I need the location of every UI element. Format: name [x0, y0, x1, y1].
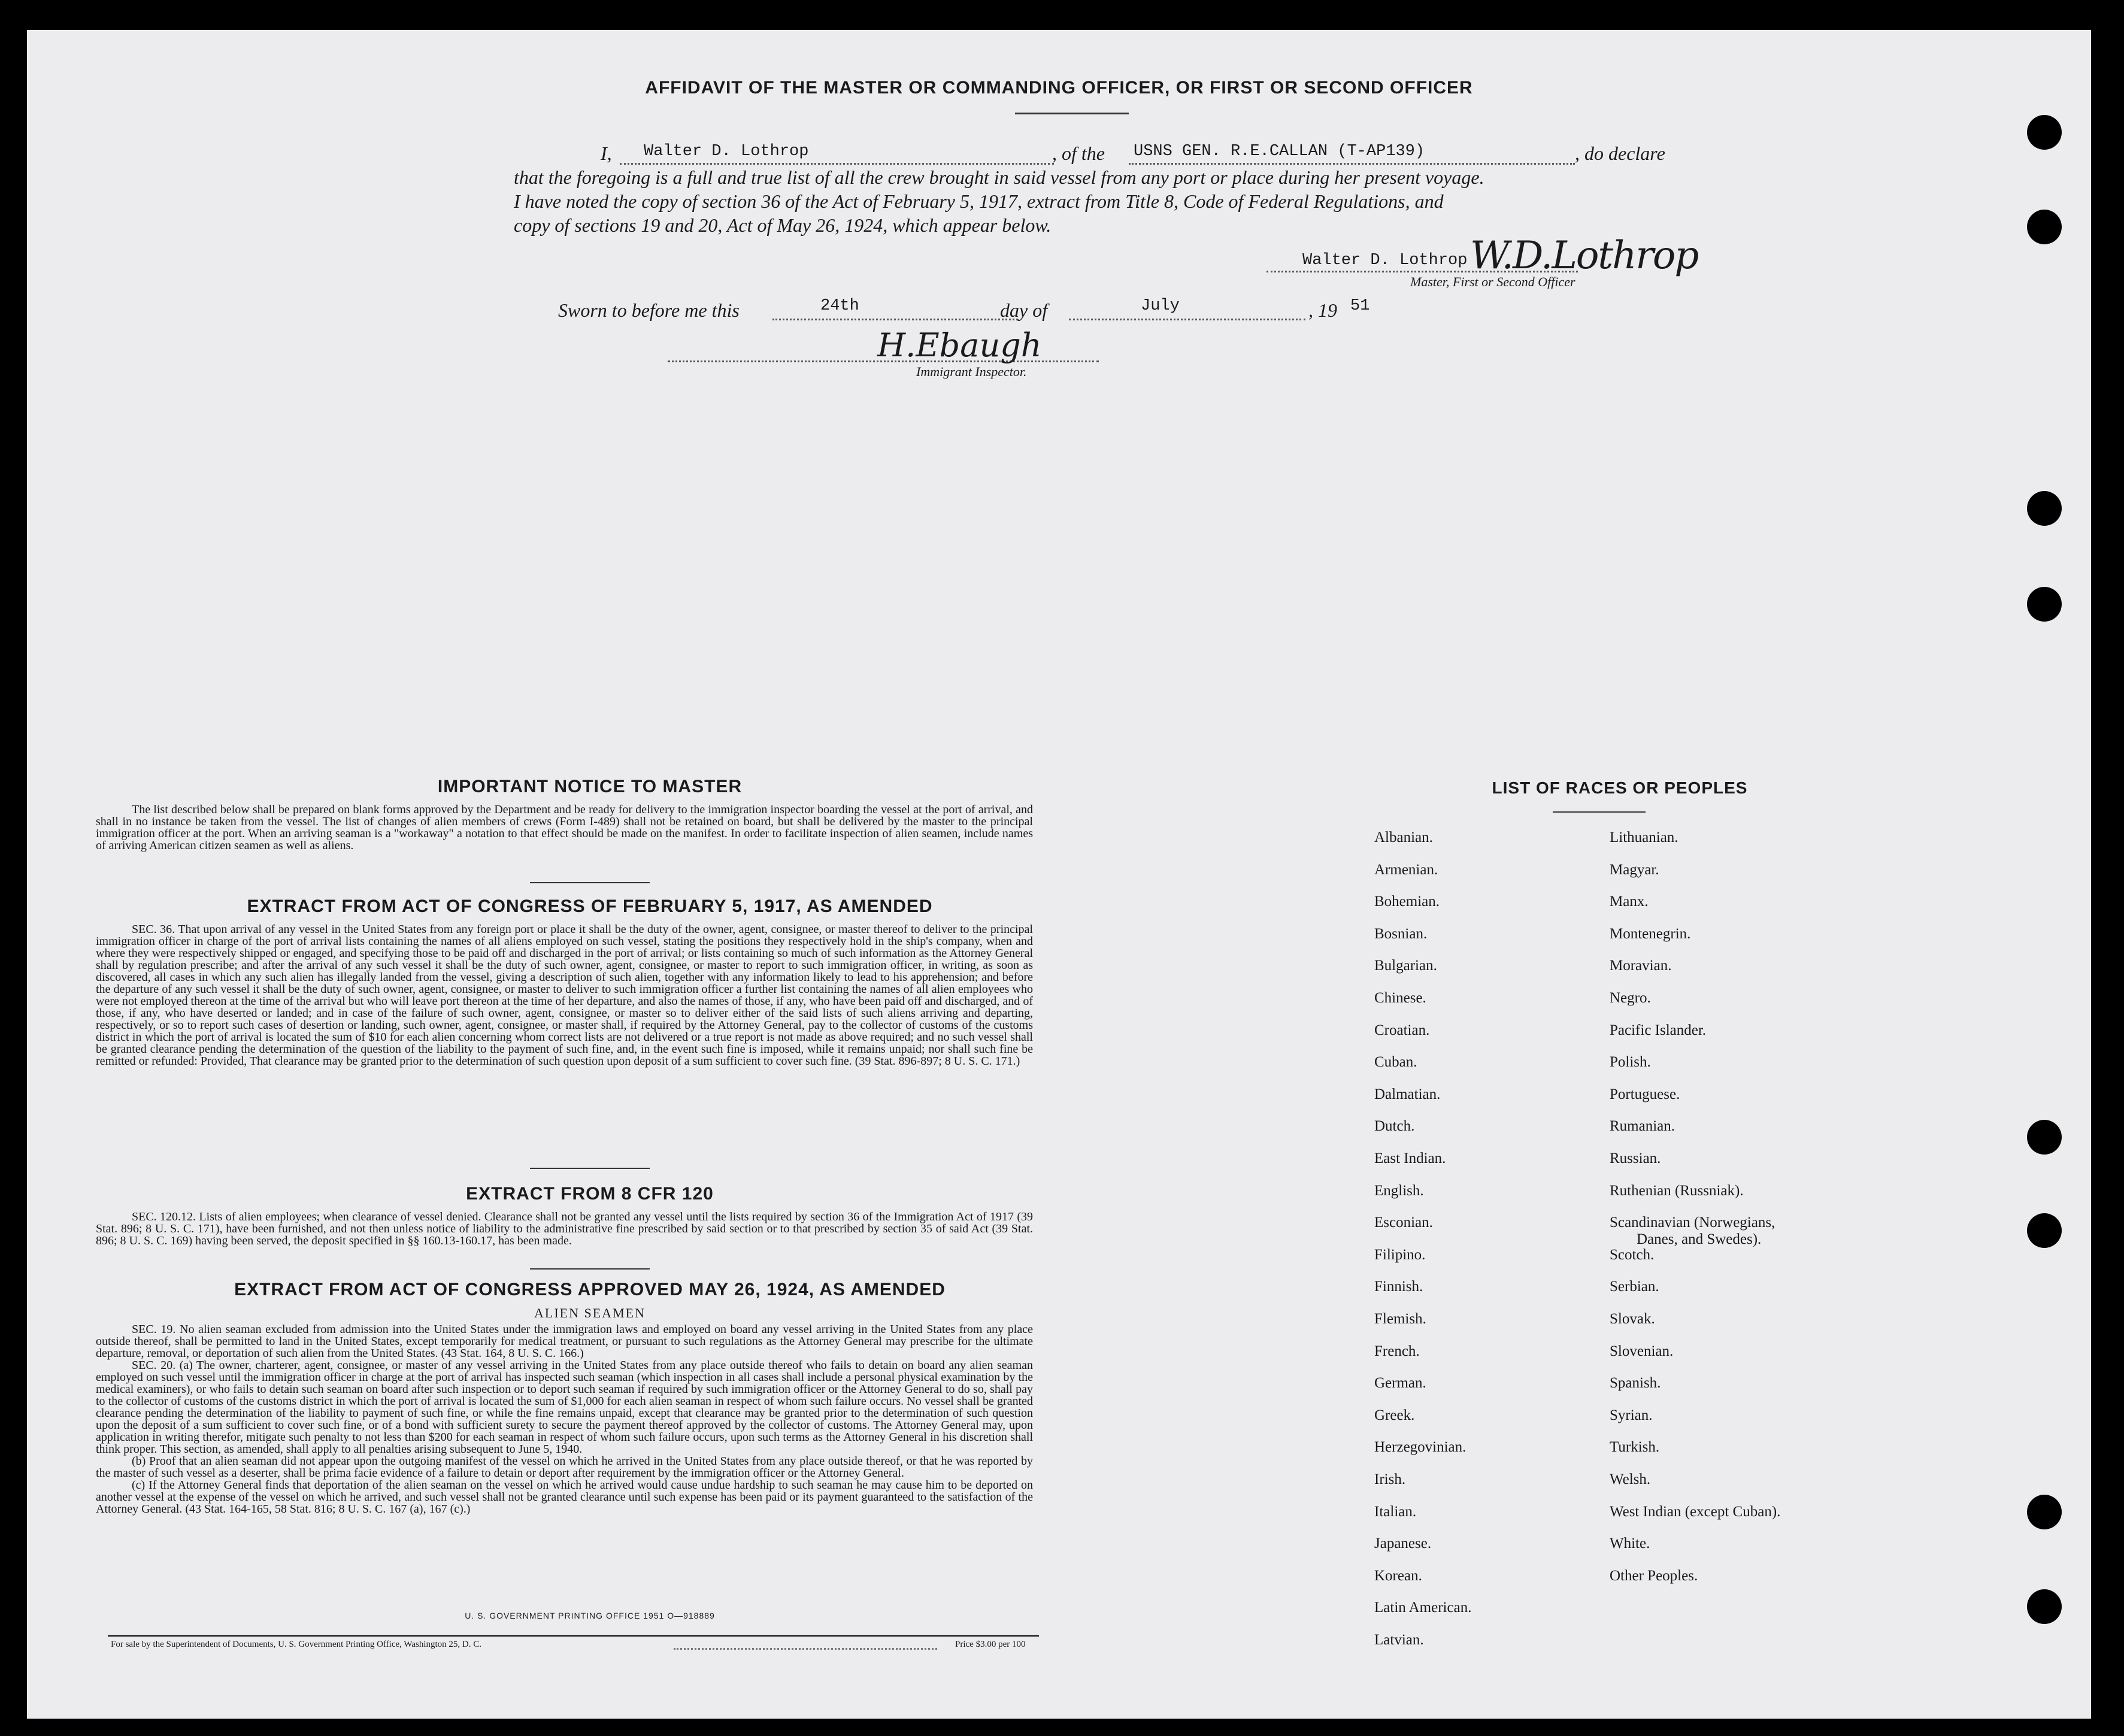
race-item: Herzegovinian. [1374, 1439, 1467, 1456]
gpo-imprint: U. S. GOVERNMENT PRINTING OFFICE 1951 O—918889 [465, 1611, 715, 1620]
punch-hole [2027, 1213, 2062, 1248]
race-item: Irish. [1374, 1471, 1406, 1487]
race-item: German. [1374, 1375, 1426, 1392]
sworn-day-line [772, 319, 1018, 320]
races-title: LIST OF RACES OR PEOPLES [1492, 778, 1748, 797]
race-item: Cuban. [1374, 1054, 1417, 1071]
act1924-subtitle: ALIEN SEAMEN [534, 1305, 646, 1320]
inspector-label: Immigrant Inspector. [916, 364, 1027, 379]
of-the-label: , of the [1052, 143, 1105, 164]
race-item: Bosnian. [1374, 925, 1428, 942]
punch-hole [2027, 1589, 2062, 1624]
declaration-line-2: that the foregoing is a full and true list of all the crew brought in said vessel from any port or place during her present voyage. [514, 166, 1484, 188]
race-item: Bulgarian. [1374, 958, 1437, 974]
declaration-line-3: I have noted the copy of section 36 of the Act of February 5, 1917, extract from Title 8, Code of Federal Regulations, and [514, 190, 1444, 212]
notice-title: IMPORTANT NOTICE TO MASTER [437, 777, 743, 796]
race-item: Finnish. [1374, 1278, 1423, 1295]
race-item: Scandinavian (Norwegians, [1610, 1214, 1775, 1231]
master-name: Walter D. Lothrop [644, 143, 809, 160]
race-item: Lithuanian. [1610, 829, 1678, 846]
race-item: Rumanian. [1610, 1118, 1675, 1135]
race-item: Dutch. [1374, 1118, 1415, 1135]
sec20a-text: SEC. 20. (a) The owner, charterer, agent, consignee, or master of any vessel arriving in the United States from any place outside thereof who fails to detain on board any alien seaman employed on such vessel until the immigration officer in charge at the port of arrival has inspected such seaman (which inspection in all cases shall include a personal physical examination by the medical examiners), or who fails to detain such seaman on board after such inspection or to deport such seaman if required by such immigration officer or the Attorney General to do so, shall pay to the collector of customs of the customs district in which the port of arrival is located the sum of $1,000 for each alien seaman in respect of whom such failure occurs. No vessel shall be granted clearance pending the determination of the liability to payment of such fine, or while the fine remains unpaid, except that clearance may be granted prior to the determination of such question upon the deposit of a sum sufficient to cover such fine, or of a bond with sufficient surety to secure the payment thereof approved by the collector of customs. The Attorney General may, upon application in writing therefor, mitigate such penalty to not less than $200 for each seaman in respect of whom such failure occurs, upon such terms as the Attorney General in his discretion shall think proper. This section, as amended, shall apply to all penalties arising subsequent to June 5, 1940. [96, 1359, 1033, 1456]
race-item: Croatian. [1374, 1022, 1430, 1038]
day-of-label: day of [1000, 299, 1048, 321]
vessel-line [1129, 163, 1575, 165]
act1917-rule [530, 1168, 650, 1169]
races-rule [1553, 811, 1646, 813]
race-item: Manx. [1610, 893, 1649, 910]
lead-i: I, [601, 143, 612, 164]
race-item: Slovak. [1610, 1311, 1655, 1327]
act1924-body [96, 1323, 1033, 1515]
act1924-title: EXTRACT FROM ACT OF CONGRESS APPROVED MAY 26, 1924, AS AMENDED [234, 1280, 946, 1299]
act1917-body: SEC. 36. That upon arrival of any vessel in the United States from any foreign port or place it shall be the duty of the owner, agent, consignee, or master thereof to deliver to the principal immigration officer in charge of the port of arrival lists containing the names of all aliens employed on such vessel, stating the positions they respectively hold in the ship's company, when and where they were respectively shipped or engaged, and specifying those to be paid off and discharged in the port of arrival; or lists containing so much of such information as the Attorney General shall by regulation prescribe; and after the arrival of any such vessel it shall be the duty of such owner, agent, consignee, or master to report to such immigration officer, in writing, as soon as discovered, all cases in which any such alien has illegally landed from the vessel, giving a description of such alien, together with any information likely to lead to his apprehension; and before the departure of any such vessel it shall be the duty of such owner, agent, consignee, or master to deliver to such immigration officer a further list containing the names of all alien employees who were not employed thereon at the time of the arrival but who will leave port thereon at the time of her departure, and also the names of those, if any, who have been paid off and discharged, and of those, if any, who have deserted or landed; and in case of the failure of such owner, agent, consignee, or master so to deliver either of the said lists of such aliens arriving and departing, respectively, or so to report such cases of desertion or landing, such owner, agent, consignee, or master shall, if required by the Attorney General, pay to the collector of customs of the customs district in which the port of arrival is located the sum of $10 for each alien concerning whom correct lists are not delivered or a true report is not made as above required; and no such vessel shall be granted clearance pending the determination of the question of the liability to the payment of such fine, and, in the event such fine is imposed, while it remains unpaid; nor shall such fine be remitted or refunded: Provided, That clearance may be granted prior to the determination of such question upon deposit of a sum sufficient to cover such fine. (39 Stat. 896-897; 8 U. S. C. 171.) [96, 923, 1033, 1068]
punch-hole [2027, 210, 2062, 244]
sec19-text: SEC. 19. No alien seaman excluded from admission into the United States under the immigration laws and employed on board any vessel arriving in the United States from any place outside thereof, shall be permitted to land in the United States, except temporarily for medical treatment, or pursuant to such regulations as the Attorney General may prescribe for the ultimate departure, removal, or deportation of such alien from the United States. (43 Stat. 164, 8 U. S. C. 166.) [96, 1323, 1033, 1360]
master-signature: W.D.Lothrop [1470, 234, 1698, 278]
race-item: Korean. [1374, 1567, 1422, 1584]
race-item: Flemish. [1374, 1311, 1426, 1327]
punch-hole [2027, 587, 2062, 622]
signer-role: Master, First or Second Officer [1410, 274, 1575, 289]
race-item: French. [1374, 1343, 1420, 1359]
race-item: Serbian. [1610, 1278, 1659, 1295]
vessel-name: USNS GEN. R.E.CALLAN (T-AP139) [1134, 143, 1425, 160]
race-item: Other Peoples. [1610, 1567, 1698, 1584]
race-item: Esconian. [1374, 1214, 1433, 1231]
race-item: English. [1374, 1182, 1424, 1199]
sec20c-text: (c) If the Attorney General finds that deportation of the alien seaman on the vessel on which he arrived would cause undue hardship to such seaman he may cause him to be deported on another vessel at the expense of the vessel on which he arrived, and such vessel shall not be granted clearance until such expense has been paid or its payment guaranteed to the satisfaction of the Attorney General. (43 Stat. 164-165, 58 Stat. 816; 8 U. S. C. 167 (a), 167 (c).) [96, 1479, 1033, 1516]
race-item: Russian. [1610, 1150, 1661, 1167]
race-item: Latin American. [1374, 1599, 1472, 1616]
punch-hole [2027, 491, 2062, 526]
punch-hole [2027, 115, 2062, 150]
race-item: Scotch. [1610, 1246, 1655, 1263]
document-page [27, 30, 2091, 1719]
cfr-rule [530, 1268, 650, 1270]
cfr-body: SEC. 120.12. Lists of alien employees; when clearance of vessel denied. Clearance shall not be granted any vessel until the lists required by section 36 of the Immigration Act of 1917 (39 Stat. 896; 8 U. S. C. 171), have been furnished, and not then unless notice of liability to the administrative fine prescribed by said section or to that prescribed by section 35 of said Act (39 Stat. 896; 8 U. S. C. 169) having been served, the deposit specified in §§ 160.13-160.17, has been made. [96, 1210, 1033, 1247]
race-item: Japanese. [1374, 1535, 1432, 1552]
title-rule [1015, 113, 1129, 114]
race-item: Negro. [1610, 990, 1651, 1006]
race-item: Turkish. [1610, 1439, 1660, 1456]
notice-rule [530, 882, 650, 883]
sworn-day: 24th [820, 297, 859, 315]
price-note: Price $3.00 per 100 [955, 1640, 1026, 1649]
sec20b-text: (b) Proof that an alien seaman did not appear upon the outgoing manifest of the vessel on which he arrived in the United States from any place outside thereof, or that he was reported by the master of such vessel as a deserter, shall be prima facie evidence of a failure to detain or deport after requirement by the immigration officer or the Attorney General. [96, 1455, 1033, 1480]
race-item: Ruthenian (Russniak). [1610, 1182, 1744, 1199]
race-item: East Indian. [1374, 1150, 1446, 1167]
race-item: Magyar. [1610, 861, 1659, 878]
race-item: Montenegrin. [1610, 925, 1691, 942]
affidavit-title: AFFIDAVIT OF THE MASTER OR COMMANDING OFFICER, OR FIRST OR SECOND OFFICER [645, 78, 1473, 98]
cfr-title: EXTRACT FROM 8 CFR 120 [466, 1184, 714, 1204]
race-item: Danes, and Swedes). [1637, 1231, 1762, 1248]
race-item: Filipino. [1374, 1246, 1426, 1263]
notice-body: The list described below shall be prepared on blank forms approved by the Department and be ready for delivery to the immigration inspector boarding the vessel at the port of arrival, and shall in no instance be taken from the vessel. The list of changes of alien members of crews (Form I-489) shall not be retained on board, but shall be delivered by the master to the principal immigration officer at the port. When an arriving seaman is a "workaway" a notation to that effect should be made on the manifest. In order to facilitate inspection of alien seamen, include names of arriving American citizen seamen as well as aliens. [96, 803, 1033, 852]
race-item: Portuguese. [1610, 1086, 1680, 1102]
master-name-line [620, 163, 1054, 165]
sworn-month: July [1141, 297, 1180, 315]
race-item: Welsh. [1610, 1471, 1651, 1487]
race-item: Polish. [1610, 1054, 1651, 1071]
race-item: Syrian. [1610, 1407, 1653, 1423]
race-item: Dalmatian. [1374, 1086, 1441, 1102]
sworn-month-line [1069, 319, 1305, 320]
race-item: Latvian. [1374, 1632, 1424, 1648]
year-suffix: 51 [1350, 297, 1370, 315]
typed-signature: Walter D. Lothrop [1302, 252, 1468, 269]
race-item: Pacific Islander. [1610, 1022, 1707, 1038]
race-item: Spanish. [1610, 1375, 1661, 1392]
race-item: Italian. [1374, 1503, 1417, 1520]
race-item: White. [1610, 1535, 1650, 1552]
inspector-signature: H.Ebaugh [877, 326, 1042, 364]
race-item: West Indian (except Cuban). [1610, 1503, 1781, 1520]
race-item: Armenian. [1374, 861, 1438, 878]
year-prefix: , 19 [1308, 299, 1337, 321]
do-declare-label: , do declare [1575, 143, 1665, 164]
for-sale-note: For sale by the Superintendent of Documents, U. S. Government Printing Office, Washington 25, D. C. [111, 1640, 481, 1649]
race-item: Bohemian. [1374, 893, 1440, 910]
punch-hole [2027, 1495, 2062, 1529]
punch-hole [2027, 1120, 2062, 1155]
race-item: Albanian. [1374, 829, 1433, 846]
race-item: Moravian. [1610, 958, 1672, 974]
footer-dots [674, 1640, 937, 1650]
race-item: Slovenian. [1610, 1343, 1674, 1359]
footer-rule [108, 1635, 1039, 1637]
sworn-label: Sworn to before me this [558, 299, 740, 321]
race-item: Chinese. [1374, 990, 1426, 1006]
act1917-title: EXTRACT FROM ACT OF CONGRESS OF FEBRUARY 5, 1917, AS AMENDED [247, 896, 933, 916]
declaration-line-4: copy of sections 19 and 20, Act of May 26, 1924, which appear below. [514, 214, 1052, 236]
race-item: Greek. [1374, 1407, 1415, 1423]
